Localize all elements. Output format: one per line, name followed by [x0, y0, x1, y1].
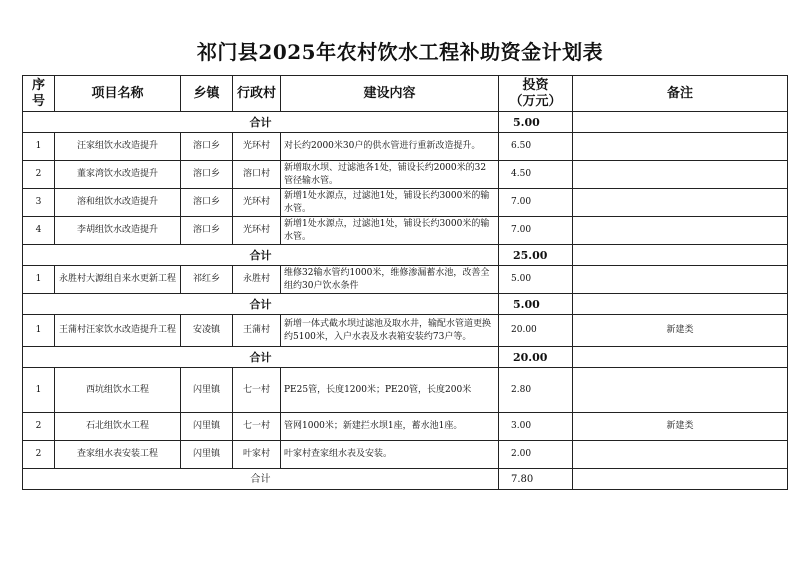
final-total-label: 合计 [23, 469, 499, 490]
cell-content: 叶家村查家组水表及安装。 [281, 441, 499, 469]
cell-township: 安凌镇 [181, 315, 233, 347]
cell-seq: 1 [23, 315, 55, 347]
subtotal-label: 合计 [23, 112, 499, 133]
cell-invest: 7.00 [499, 189, 573, 217]
cell-remark [573, 441, 788, 469]
table-row [23, 441, 788, 469]
cell-project: 王蒲村汪家饮水改造提升工程 [55, 315, 181, 347]
cell-seq: 1 [23, 368, 55, 413]
table-row [23, 217, 788, 245]
cell-village: 光环村 [233, 189, 281, 217]
subtotal-label: 合计 [23, 245, 499, 266]
cell-project: 董家湾饮水改造提升 [55, 161, 181, 189]
cell-seq: 4 [23, 217, 55, 245]
cell-township: 闪里镇 [181, 368, 233, 413]
cell-township: 闪里镇 [181, 441, 233, 469]
header-content: 建设内容 [281, 76, 499, 112]
cell-content: 新增取水坝、过滤池各1处，铺设长约2000米的32管径输水管。 [281, 161, 499, 189]
header-project: 项目名称 [55, 76, 181, 112]
cell-seq: 2 [23, 441, 55, 469]
cell-township: 溶口乡 [181, 217, 233, 245]
cell-invest: 4.50 [499, 161, 573, 189]
cell-invest: 20.00 [499, 315, 573, 347]
cell-remark: 新建类 [573, 315, 788, 347]
cell-content: PE25管，长度1200米；PE20管，长度200米 [281, 368, 499, 413]
header-seq: 序号 [23, 76, 55, 112]
table-row [23, 189, 788, 217]
subtotal-value: 5.00 [499, 294, 573, 315]
header-remark: 备注 [573, 76, 788, 112]
cell-seq: 2 [23, 161, 55, 189]
cell-content: 维修32输水管约1000米，维修渗漏蓄水池，改善全组约30户饮水条件 [281, 266, 499, 294]
cell-content: 管网1000米；新建拦水坝1座，蓄水池1座。 [281, 413, 499, 441]
subtotal-row [23, 347, 788, 368]
cell-seq: 3 [23, 189, 55, 217]
subtotal-label: 合计 [23, 294, 499, 315]
cell-remark [573, 217, 788, 245]
header-village: 行政村 [233, 76, 281, 112]
cell-content: 新增一体式截水坝过滤池及取水井，输配水管道更换约5100米，入户水表及水表箱安装约73户等。 [281, 315, 499, 347]
final-total-row [23, 469, 788, 490]
cell-project: 汪家组饮水改造提升 [55, 133, 181, 161]
cell-village: 永胜村 [233, 266, 281, 294]
cell-invest: 2.00 [499, 441, 573, 469]
cell-village: 光环村 [233, 217, 281, 245]
cell-remark: 新建类 [573, 413, 788, 441]
header-township: 乡镇 [181, 76, 233, 112]
table-row [23, 413, 788, 441]
table-row [23, 133, 788, 161]
cell-remark [573, 266, 788, 294]
cell-invest: 5.00 [499, 266, 573, 294]
subtotal-row [23, 294, 788, 315]
table-row [23, 368, 788, 413]
cell-village: 七一村 [233, 368, 281, 413]
cell-seq: 2 [23, 413, 55, 441]
cell-village: 溶口村 [233, 161, 281, 189]
cell-village: 光环村 [233, 133, 281, 161]
cell-project: 永胜村大源组自来水更新工程 [55, 266, 181, 294]
header-invest-line2: （万元） [509, 93, 562, 109]
cell-village: 叶家村 [233, 441, 281, 469]
cell-remark [573, 133, 788, 161]
cell-township: 溶口乡 [181, 189, 233, 217]
cell-seq: 1 [23, 266, 55, 294]
cell-remark [573, 189, 788, 217]
subtotal-value: 25.00 [499, 245, 573, 266]
cell-township: 祁红乡 [181, 266, 233, 294]
header-invest-line1: 投资 [522, 77, 549, 93]
cell-invest: 6.50 [499, 133, 573, 161]
subtotal-label: 合计 [23, 347, 499, 368]
header-row [23, 76, 788, 112]
cell-invest: 3.00 [499, 413, 573, 441]
cell-village: 王蒲村 [233, 315, 281, 347]
header-invest [499, 76, 573, 112]
cell-remark [573, 161, 788, 189]
cell-township: 溶口乡 [181, 133, 233, 161]
funding-plan-table [22, 75, 788, 490]
subtotal-row [23, 245, 788, 266]
cell-project: 李胡组饮水改造提升 [55, 217, 181, 245]
cell-project: 查家组水表安装工程 [55, 441, 181, 469]
cell-township: 溶口乡 [181, 161, 233, 189]
cell-township: 闪里镇 [181, 413, 233, 441]
table-row [23, 161, 788, 189]
cell-invest: 2.80 [499, 368, 573, 413]
cell-content: 新增1处水源点，过滤池1处，铺设长约3000米的输水管。 [281, 217, 499, 245]
cell-content: 新增1处水源点，过滤池1处，铺设长约3000米的输水管。 [281, 189, 499, 217]
cell-seq: 1 [23, 133, 55, 161]
cell-content: 对长约2000米30户的供水管进行重新改造提升。 [281, 133, 499, 161]
subtotal-value: 5.00 [499, 112, 573, 133]
table-row [23, 266, 788, 294]
cell-village: 七一村 [233, 413, 281, 441]
cell-project: 石北组饮水工程 [55, 413, 181, 441]
page-title: 祁门县2025年农村饮水工程补助资金计划表 [196, 40, 604, 64]
final-total-value: 7.80 [499, 469, 573, 490]
cell-project: 溶和组饮水改造提升 [55, 189, 181, 217]
subtotal-row [23, 112, 788, 133]
cell-project: 西坑组饮水工程 [55, 368, 181, 413]
cell-invest: 7.00 [499, 217, 573, 245]
table-row [23, 315, 788, 347]
cell-remark [573, 368, 788, 413]
subtotal-value: 20.00 [499, 347, 573, 368]
